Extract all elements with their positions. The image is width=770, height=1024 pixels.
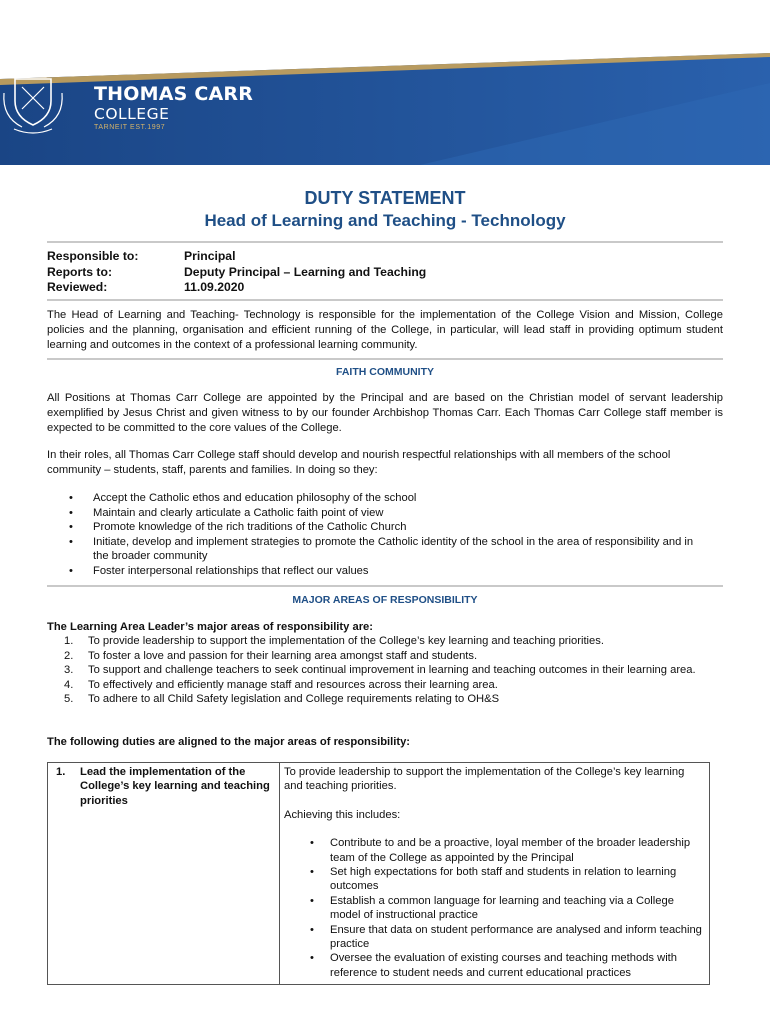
list-item: 1. To provide leadership to support the implementation of the College’s key learning and teaching priorities. — [64, 635, 604, 647]
list-item: • Set high expectations for both staff and students in relation to learning outcomes — [284, 865, 705, 894]
duty-number: 1. — [56, 766, 66, 778]
list-item: 3. To support and challenge teachers to seek continual improvement in learning and teaching outcomes in their learning area. — [64, 664, 696, 677]
list-item: • Initiate, develop and implement strategies to promote the Catholic identity of the school in the area of responsibility and in the broader community — [47, 535, 707, 564]
document-title: DUTY STATEMENT — [304, 188, 466, 208]
intro-paragraph: The Head of Learning and Teaching- Technology is responsible for the implementation of the College Vision and Mission, College policies and the planning, organisation and efficient running of the College, in particular, will lead staff in providing optimum student learning and outcomes in the context of a professional learning community. — [47, 309, 723, 351]
list-item: • Promote knowledge of the rich traditions of the Catholic Church — [47, 520, 707, 535]
meta-label: Reviewed: — [47, 280, 108, 294]
list-item: • Oversee the evaluation of existing courses and teaching methods with reference to student needs and current educational practices — [284, 951, 705, 980]
college-crest-icon — [0, 43, 66, 139]
duty-achieving-label: Achieving this includes: — [284, 808, 401, 821]
faith-paragraph-1: All Positions at Thomas Carr College are appointed by the Principal and are based on the Christian model of servant leadership exemplified by Jesus Christ and given witness to by our founder Archbishop Thomas Carr. Each Thomas Carr College staff member is expected to be committed to the core values of the College. — [47, 392, 723, 434]
header-banner — [0, 43, 770, 165]
meta-label: Reports to: — [47, 264, 112, 279]
list-item: • Contribute to and be a proactive, loyal member of the broader leadership team of the College as appointed by the Principal — [284, 836, 705, 865]
meta-value: Deputy Principal – Learning and Teaching — [184, 264, 427, 279]
list-item: 5. To adhere to all Child Safety legislation and College requirements relating to OH&S — [64, 693, 500, 706]
faith-bullet-list — [47, 491, 707, 579]
list-item: • Foster interpersonal relationships that reflect our values — [47, 564, 707, 579]
duty-table — [47, 762, 710, 985]
document-subtitle: Head of Learning and Teaching - Technology — [204, 211, 566, 230]
section-heading-major: MAJOR AREAS OF RESPONSIBILITY — [292, 594, 478, 606]
list-item: • Maintain and clearly articulate a Catholic faith point of view — [47, 506, 707, 521]
divider — [47, 585, 723, 587]
college-name-line2: COLLEGE — [94, 105, 170, 123]
duties-intro: The following duties are aligned to the major areas of responsibility: — [47, 736, 411, 748]
duty-bullet-list — [284, 836, 705, 980]
section-heading-faith: FAITH COMMUNITY — [336, 366, 434, 378]
meta-value: 11.09.2020 — [184, 280, 245, 294]
list-item: • Establish a common language for learning and teaching via a College model of instructional practice — [284, 894, 705, 923]
major-numbered-list — [47, 634, 717, 707]
list-item: 4. To effectively and efficiently manage staff and resources across their learning area. — [64, 678, 498, 691]
college-tagline: TARNEIT EST.1997 — [94, 124, 166, 131]
divider — [47, 299, 723, 301]
duty-title-cell — [48, 763, 280, 985]
divider — [47, 241, 723, 243]
list-item: • Ensure that data on student performance are analysed and inform teaching practice — [284, 923, 705, 952]
duty-description: To provide leadership to support the implementation of the College’s key learning and teaching priorities. — [284, 766, 685, 793]
meta-label: Responsible to: — [47, 249, 139, 263]
divider — [47, 358, 723, 360]
list-item: 2. To foster a love and passion for their learning area amongst staff and students. — [64, 649, 478, 662]
faith-paragraph-2: In their roles, all Thomas Carr College staff should develop and nourish respectful relationships with all members of the school community – students, staff, parents and families. In doing so they: — [47, 449, 671, 476]
meta-value: Principal — [184, 249, 236, 263]
list-item: • Accept the Catholic ethos and education philosophy of the school — [47, 491, 707, 506]
duty-detail-cell — [280, 763, 710, 985]
major-intro: The Learning Area Leader’s major areas of responsibility are: — [47, 621, 373, 633]
duty-title: Lead the implementation of the College’s key learning and teaching priorities — [80, 766, 270, 807]
college-wordmark — [94, 83, 253, 133]
college-name-line1: THOMAS CARR — [94, 83, 254, 105]
table-row — [48, 763, 710, 985]
